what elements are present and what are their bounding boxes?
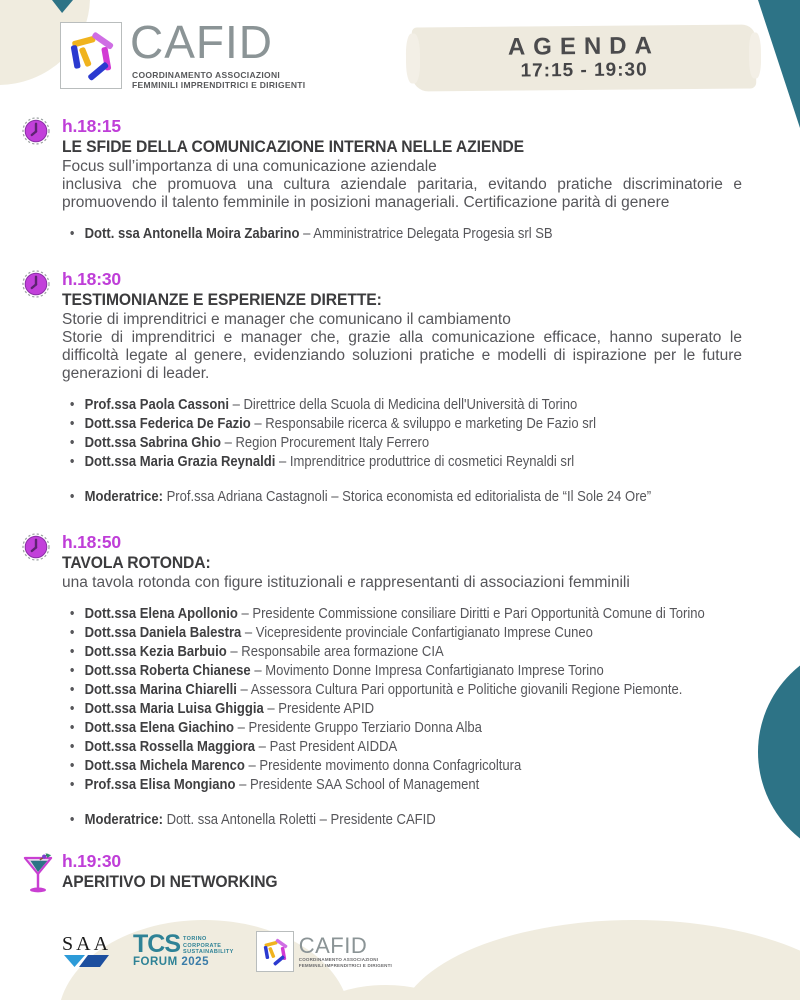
- session-19-30: [22, 851, 742, 899]
- speaker-role: Presidente APID: [278, 700, 375, 717]
- speaker-name: Dott.ssa Kezia Barbuio: [84, 643, 227, 660]
- speaker-item: [62, 395, 742, 414]
- separator: –: [258, 738, 266, 755]
- moderator-label: Moderatrice:: [84, 488, 163, 505]
- speaker-name: Dott.ssa Marina Chiarelli: [84, 681, 237, 698]
- cocktail-icon: [22, 852, 54, 894]
- moderator-item: [62, 487, 742, 506]
- separator: –: [254, 662, 262, 679]
- separator: –: [237, 719, 245, 736]
- moderator-name: Prof.ssa Adriana Castagnoli: [166, 488, 328, 505]
- session-icon-col: [22, 269, 62, 506]
- moderator-list: [62, 810, 742, 829]
- session-body: [62, 851, 742, 899]
- speaker-name: Dott.ssa Maria Luisa Ghiggia: [84, 700, 264, 717]
- speaker-item: [62, 604, 742, 623]
- tcs-lines: [183, 934, 234, 956]
- moderator-role: Storica economista ed editorialista de “Il Sole 24 Ore”: [342, 488, 652, 505]
- session-title: LE SFIDE DELLA COMUNICAZIONE INTERNA NELLE AZIENDE: [62, 138, 525, 156]
- separator: –: [319, 811, 327, 828]
- separator: –: [232, 396, 240, 413]
- speaker-list: [62, 604, 742, 794]
- separator: –: [241, 605, 249, 622]
- session-icon-col: [22, 532, 62, 829]
- speaker-item: [62, 452, 742, 471]
- session-18-50: [22, 532, 742, 829]
- separator: –: [248, 757, 256, 774]
- session-body: [62, 532, 742, 829]
- tcs-forum-logo: [133, 930, 234, 969]
- speaker-item: [62, 680, 742, 699]
- speaker-role: Responsabile ricerca & sviluppo e marketing De Fazio srl: [265, 415, 596, 432]
- speaker-name: Dott.ssa Elena Giachino: [84, 719, 235, 736]
- speaker-item: [62, 433, 742, 452]
- cafid-pinwheel-icon: [260, 936, 290, 968]
- speaker-item: [62, 224, 742, 243]
- cafid-footer-text: [299, 935, 392, 968]
- speaker-role: Past President AIDDA: [269, 738, 398, 755]
- speaker-role: Vicepresidente provinciale Confartigianato Imprese Cuneo: [255, 624, 593, 641]
- speaker-name: Dott.ssa Maria Grazia Reynaldi: [84, 453, 276, 470]
- tcs-line1: TORINO: [183, 936, 207, 943]
- cafid-footer-logo: [256, 931, 392, 972]
- speaker-name: Dott.ssa Michela Marenco: [84, 757, 245, 774]
- tagline-line1: COORDINAMENTO ASSOCIAZIONI: [132, 70, 281, 80]
- tcs-abbr: TCS: [133, 930, 181, 959]
- speaker-name: Dott.ssa Elena Apollonio: [84, 605, 238, 622]
- agenda-time-range: 17:15 - 19:30: [520, 59, 648, 82]
- speaker-role: Direttrice della Scuola di Medicina dell'Università di Torino: [243, 396, 578, 413]
- session-title: APERITIVO DI NETWORKING: [62, 873, 278, 891]
- speaker-role: Region Procurement Italy Ferrero: [235, 434, 430, 451]
- speaker-role: Presidente SAA School of Management: [249, 776, 480, 793]
- session-18-30: [22, 269, 742, 506]
- speaker-role: Assessora Cultura Pari opportunità e Politiche giovanili Regione Piemonte.: [250, 681, 683, 698]
- speaker-item: [62, 661, 742, 680]
- speaker-name: Prof.ssa Paola Cassoni: [84, 396, 229, 413]
- speaker-name: Dott.ssa Rossella Maggiora: [84, 738, 256, 755]
- footer-logos: [62, 931, 392, 972]
- moderator-label: Moderatrice:: [84, 811, 163, 828]
- tcs-year: 2025: [181, 955, 209, 968]
- speaker-role: Movimento Donne Impresa Confartigianato Imprese Torino: [265, 662, 604, 679]
- beige-blob-bottom-right: [398, 920, 800, 1000]
- clock-icon: [22, 533, 50, 561]
- tcs-top: [133, 930, 234, 959]
- saa-logo: [62, 934, 111, 969]
- cafid-pinwheel-icon: [64, 27, 118, 85]
- speaker-item: [62, 642, 742, 661]
- clock-icon: [22, 270, 50, 298]
- session-icon-col: [22, 116, 62, 243]
- cafid-footer-tagline: [299, 957, 392, 968]
- session-desc-intro: Focus sull’importanza di una comunicazione aziendale: [62, 158, 437, 175]
- saa-triangles-icon: [64, 954, 110, 969]
- tcs-forum-year: [133, 956, 234, 969]
- speaker-list: [62, 395, 742, 471]
- moderator-list: [62, 487, 742, 506]
- moderator-name: Dott. ssa Antonella Roletti: [166, 811, 317, 828]
- session-title: TESTIMONIANZE E ESPERIENZE DIRETTE:: [62, 291, 382, 309]
- cafid-footer-icon-box: [256, 931, 294, 972]
- tagline-line2: FEMMINILI IMPRENDITRICI E DIRIGENTI: [132, 80, 306, 90]
- cafid-logo-tagline: [132, 70, 305, 90]
- session-time: h.19:30: [62, 851, 121, 871]
- clock-icon: [22, 117, 50, 145]
- speaker-role: Amministratrice Delegata Progesia srl SB: [313, 225, 553, 242]
- speaker-name: Dott.ssa Daniela Balestra: [84, 624, 242, 641]
- separator: –: [239, 776, 247, 793]
- speaker-role: Presidente movimento donna Confagricoltura: [259, 757, 522, 774]
- session-time: h.18:30: [62, 269, 121, 289]
- agenda-title: AGENDA: [507, 32, 661, 61]
- speaker-role: Responsabile area formazione CIA: [241, 643, 444, 660]
- moderator-item: [62, 810, 742, 829]
- cafid-footer-name: CAFID: [298, 933, 368, 958]
- speaker-item: [62, 756, 742, 775]
- speaker-item: [62, 718, 742, 737]
- session-desc-intro: Storie di imprenditrici e manager che comunicano il cambiamento: [62, 311, 511, 328]
- separator: –: [244, 624, 253, 641]
- separator: –: [240, 681, 248, 698]
- session-desc-body: inclusiva che promuova una cultura aziendale paritaria, evitando pratiche discriminatorie e promuovendo il talento femminile in posizioni manageriali. Certificazione parità di genere: [62, 176, 742, 211]
- tcs-forum-word: FORUM: [133, 955, 178, 968]
- speaker-name: Dott.ssa Roberta Chianese: [84, 662, 251, 679]
- agenda-banner: [412, 25, 757, 92]
- saa-logo-text: SAA: [62, 933, 112, 955]
- session-body: [62, 116, 742, 243]
- speaker-name: Dott.ssa Sabrina Ghio: [84, 434, 221, 451]
- moderator-role: Presidente CAFID: [330, 811, 436, 828]
- speaker-name: Dott.ssa Federica De Fazio: [84, 415, 251, 432]
- tcs-line2: CORPORATE: [183, 942, 222, 949]
- cafid-footer-tagline1: COORDINAMENTO ASSOCIAZIONI: [298, 957, 379, 962]
- separator: –: [224, 434, 232, 451]
- session-title: TAVOLA ROTONDA:: [62, 554, 211, 572]
- speaker-item: [62, 623, 742, 642]
- separator: –: [278, 453, 287, 470]
- speaker-item: [62, 414, 742, 433]
- speaker-item: [62, 699, 742, 718]
- header: [0, 0, 800, 110]
- cafid-footer-tagline2: FEMMINILI IMPRENDITRICI E DIRIGENTI: [298, 962, 392, 968]
- separator: –: [331, 488, 339, 505]
- tcs-line3: SUSTAINABILITY: [183, 949, 234, 956]
- cafid-logo-name: CAFID: [130, 16, 273, 68]
- speaker-item: [62, 775, 742, 794]
- separator: –: [303, 225, 311, 242]
- separator: –: [230, 643, 238, 660]
- speaker-role: Imprenditrice produttrice di cosmetici Reynaldi srl: [289, 453, 575, 470]
- session-body: [62, 269, 742, 506]
- speaker-item: [62, 737, 742, 756]
- session-time: h.18:50: [62, 532, 121, 552]
- session-icon-col: [22, 851, 62, 899]
- cafid-logo: [60, 22, 122, 89]
- speaker-role: Presidente Commissione consiliare Diritti e Pari Opportunità Comune di Torino: [252, 605, 705, 622]
- session-time: h.18:15: [62, 116, 121, 136]
- separator: –: [267, 700, 275, 717]
- speaker-role: Presidente Gruppo Terziario Donna Alba: [248, 719, 482, 736]
- session-desc-body: Storie di imprenditrici e manager che, grazie alla comunicazione efficace, hanno superato le difficoltà legate al genere, evidenziando soluzioni pratiche e modelli di ispirazione per le future generazioni di leader.: [62, 329, 742, 382]
- speaker-name: Prof.ssa Elisa Mongiano: [84, 776, 236, 793]
- speaker-name: Dott. ssa Antonella Moira Zabarino: [84, 225, 300, 242]
- session-18-15: [22, 116, 742, 243]
- separator: –: [254, 415, 262, 432]
- speaker-list: [62, 224, 742, 243]
- agenda-content: [0, 116, 800, 899]
- session-desc-intro: una tavola rotonda con figure istituzionali e rappresentanti di associazioni femminili: [62, 574, 630, 591]
